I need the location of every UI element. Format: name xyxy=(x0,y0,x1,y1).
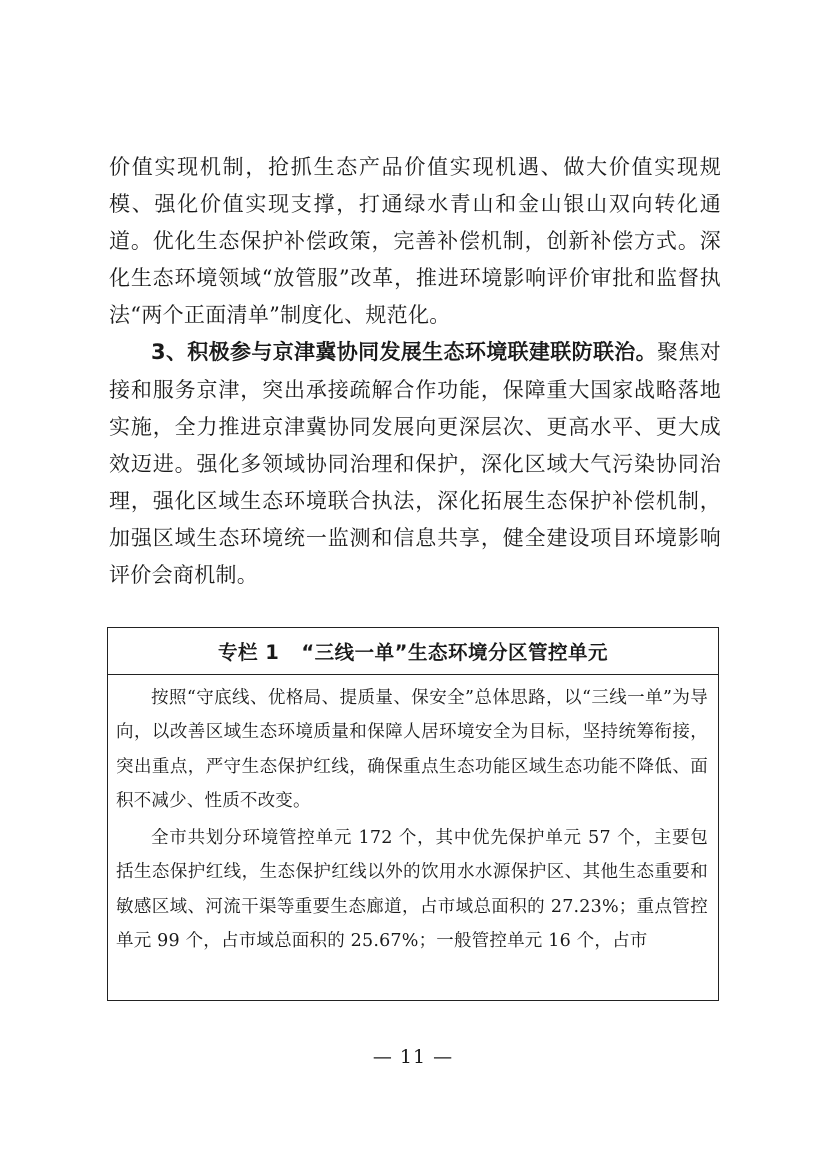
page-number: — 11 — xyxy=(372,1046,454,1068)
column-box-paragraph-1: 按照“守底线、优格局、提质量、保安全”总体思路，以“三线一单”为导向，以改善区域生态环境质量和保障人居环境安全为目标，坚持统筹衔接，突出重点，严守生态保护红线，确保重点生态功能区域生态功能不降低、面积不减少、性质不改变。 xyxy=(116,688,708,811)
paragraph-jingjinji-body: 聚焦对接和服务京津，突出承接疏解合作功能，保障重大国家战略落地实施，全力推进京津冀协同发展向更深层次、更高水平、更大成效迈进。强化多领域协同治理和保护，深化区域大气污染协同治理，强化区域生态环境联合执法，深化拓展生态保护补偿机制，加强区域生态环境统一监测和信息共享，健全建设项目环境影响评价会商机制。 xyxy=(109,340,721,588)
paragraph-jingjinji xyxy=(109,334,721,594)
column-box-paragraph-2: 全市共划分环境管控单元 172 个，其中优先保护单元 57 个，主要包括生态保护红线，生态保护红线以外的饮用水水源保护区、其他生态重要和敏感区域、河流干渠等重要生态廊道，占市域总面积的 27.23%；重点管控单元 99 个，占市域总面积的 25.67%；一般管控单元 16 个，占市 xyxy=(116,828,708,952)
body-text xyxy=(109,149,721,594)
section-heading-3: 3、积极参与京津冀协同发展生态环境联建联防联治。 xyxy=(151,340,657,365)
paragraph-value-realization: 价值实现机制，抢抓生态产品价值实现机遇、做大价值实现规模、强化价值实现支撑，打通绿水青山和金山银山双向转化通道。优化生态保护补偿政策，完善补偿机制，创新补偿方式。深化生态环境领域“放管服”改革，推进环境影响评价审批和监督执法“两个正面清单”制度化、规范化。 xyxy=(109,155,721,328)
column-box-heading: “三线一单”生态环境分区管控单元 xyxy=(301,641,608,664)
column-box-body xyxy=(108,675,718,958)
column-box-number: 专栏 1 xyxy=(218,641,280,664)
column-box-title xyxy=(108,628,718,675)
column-box-1 xyxy=(107,627,719,1001)
